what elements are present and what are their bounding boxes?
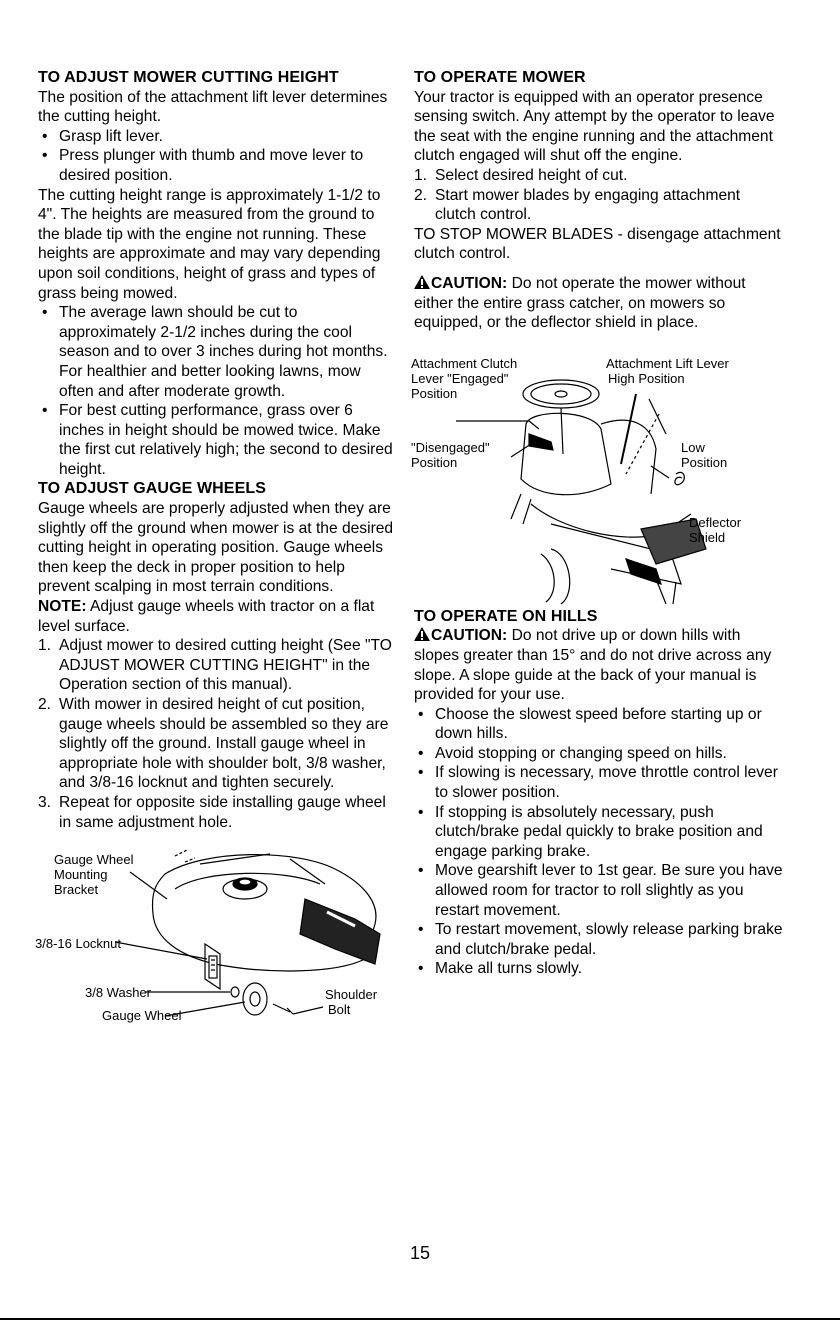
heading-operate-on-hills: TO OPERATE ON HILLS: [414, 607, 598, 625]
step-text: With mower in desired height of cut position, gauge wheels should be assembled so they are slightly off the ground. Install gauge wheel in appropriate hole with shoulder bolt, 3/8 washer, and 3/8-16 locknut and tighten securely.: [59, 696, 389, 792]
label-washer: 3/8 Washer: [85, 985, 151, 1001]
label-line: Position: [411, 385, 458, 401]
caution-label: CAUTION:: [431, 627, 508, 645]
step-number: 1.: [414, 166, 428, 184]
step-text: Adjust mower to desired cutting height (See "TO ADJUST MOWER CUTTING HEIGHT" in the Operation section of this manual).: [59, 637, 392, 694]
list-item: • Make all turns slowly.: [414, 959, 784, 979]
label-low-position: [681, 440, 727, 470]
step-number: 2.: [414, 186, 428, 204]
list-item: • If slowing is necessary, move throttle control lever to slower position.: [414, 763, 784, 802]
heading-operate-mower: TO OPERATE MOWER: [414, 69, 586, 86]
operate-intro: Your tractor is equipped with an operator presence sensing switch. Any attempt by the operator to leave the seat with the engine running and the attachment clutch engaged will shut off the engine.: [414, 88, 775, 165]
right-column: [411, 68, 784, 979]
bottom-divider: [0, 1318, 840, 1320]
label-line: Position: [411, 454, 458, 470]
tractor-controls-figure: [411, 354, 781, 607]
caution-label: CAUTION:: [431, 274, 508, 292]
list-item: • Press plunger with thumb and move lever to desired position.: [38, 146, 398, 185]
label-line: Shield: [689, 529, 726, 545]
list-item: [414, 186, 784, 225]
list-item: [38, 695, 398, 793]
label-gauge-wheel: Gauge Wheel: [102, 1008, 182, 1024]
step-number: 1.: [38, 637, 52, 655]
list-item: [38, 636, 398, 695]
gauge-intro: Gauge wheels are properly adjusted when they are slightly off the ground when mower is at the desired cutting height in operating position. Gauge wheels then keep the deck in proper position to help prevent scalping in most terrain conditions.: [38, 500, 394, 596]
list-item: • Grasp lift lever.: [38, 127, 398, 147]
caution-text: Do not operate the mower without either the entire grass catcher, on mowers so equipped, or the deflector shield in place.: [414, 274, 746, 332]
gauge-steps: [38, 636, 398, 832]
caution-hills: [414, 626, 784, 704]
heading-adjust-gauge-wheels: TO ADJUST GAUGE WHEELS: [38, 480, 266, 498]
label-line: Position: [681, 454, 728, 470]
label-line: Mounting: [54, 867, 108, 883]
label-line: Bracket: [54, 882, 99, 898]
list-item: • Avoid stopping or changing speed on hills.: [414, 744, 784, 764]
list-item: • Move gearshift lever to 1st gear. Be sure you have allowed room for tractor to roll slightly as you restart movement.: [414, 861, 784, 920]
list-item: • If stopping is absolutely necessary, push clutch/brake pedal quickly to brake position and engage parking brake.: [414, 803, 784, 862]
note-text: Adjust gauge wheels with tractor on a flat level surface.: [38, 598, 375, 635]
lawn-tips: [38, 303, 398, 479]
list-item: • To restart movement, slowly release parking brake and clutch/brake pedal.: [414, 920, 784, 959]
label-line: Shoulder: [325, 987, 378, 1003]
left-column: [35, 68, 398, 1024]
step-text: Repeat for opposite side installing gauge wheel in same adjustment hole.: [59, 793, 386, 831]
warning-icon: [414, 627, 430, 641]
label-shoulder-bolt: [325, 987, 377, 1017]
label-line: High Position: [608, 370, 685, 386]
step-text: Select desired height of cut.: [435, 166, 628, 184]
cutting-range-text: The cutting height range is approximately 1-1/2 to 4". The heights are measured from the ground to the blade tip with the engine not running. These heights are approximate and may vary depending upon soil conditions, height of grass and types of grass being mowed.: [38, 186, 381, 302]
label-line: Attachment Lift Lever: [606, 355, 729, 371]
step-number: 3.: [38, 793, 52, 811]
label-line: "Disengaged": [411, 439, 490, 455]
caution-text: Do not drive up or down hills with slopes greater than 15° and do not drive across any slope. A slope guide at the back of your manual is provided for your use.: [414, 627, 772, 704]
label-deflector-shield: [689, 515, 741, 545]
label-line: Attachment Clutch: [411, 355, 518, 371]
label-line: Gauge Wheel: [54, 852, 134, 868]
operate-steps: [414, 166, 784, 225]
list-item: • The average lawn should be cut to approximately 2-1/2 inches during the cool season and to over 3 inches during hot months. For healthier and better looking lawns, mow often and after moderate growth.: [38, 303, 398, 401]
label-disengaged: [411, 440, 490, 470]
label-line: Low: [681, 439, 705, 455]
gauge-wheel-figure: [35, 844, 395, 1024]
label-locknut: 3/8-16 Locknut: [35, 936, 122, 952]
list-item: [414, 166, 784, 186]
list-item: • Choose the slowest speed before starting up or down hills.: [414, 705, 784, 744]
page-number: 15: [409, 1243, 431, 1263]
note: [38, 597, 398, 636]
list-item: [38, 793, 398, 832]
stop-blades-text: TO STOP MOWER BLADES - disengage attachment clutch control.: [414, 225, 781, 263]
label-line: Deflector: [689, 514, 742, 530]
heading-adjust-cutting-height: TO ADJUST MOWER CUTTING HEIGHT: [38, 69, 339, 86]
note-label: NOTE:: [38, 598, 87, 616]
list-item: • For best cutting performance, grass over 6 inches in height should be mowed twice. Make the first cut relatively high; the second to desired height.: [38, 401, 398, 479]
label-line: Lever "Engaged": [411, 370, 509, 386]
label-lift-lever-high: [606, 356, 729, 386]
caution-grass-catcher: [414, 274, 784, 333]
label-gauge-wheel-mounting-bracket: [54, 852, 134, 897]
label-clutch-engaged: [411, 356, 517, 401]
warning-icon: [414, 275, 430, 289]
label-line: Bolt: [328, 1002, 351, 1018]
step-number: 2.: [38, 696, 52, 713]
cutting-height-steps: [38, 127, 398, 186]
step-text: Start mower blades by engaging attachment clutch control.: [435, 186, 741, 224]
hill-tips: [414, 705, 784, 979]
cutting-height-intro: The position of the attachment lift lever determines the cutting height.: [38, 88, 388, 126]
